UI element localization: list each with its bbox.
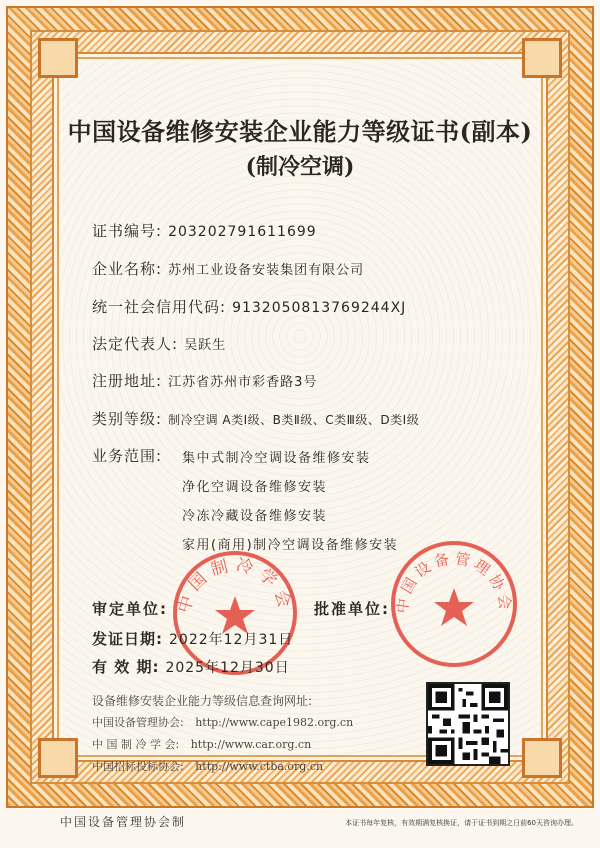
site-name: 中国招标投标协会:: [92, 760, 184, 773]
query-site: [92, 714, 353, 730]
site-url[interactable]: http://www.cape1982.org.cn: [195, 716, 354, 729]
validity-note: 本证书每年复核，有效期满复核换证，请于证书到期之日前60天咨询办理。: [345, 819, 578, 827]
issuer-label: 中国设备管理协会制: [60, 815, 187, 829]
field-row: [92, 370, 317, 391]
date-row: [92, 628, 293, 649]
scope-item: 冷冻冷藏设备维修安装: [182, 509, 328, 524]
scope-item: 家用(商用)制冷空调设备维修安装: [182, 538, 399, 553]
scope-row: [92, 445, 162, 466]
field-row: [92, 296, 406, 317]
certificate-subtitle: (制冷空调): [245, 154, 355, 180]
field-label: 企业名称:: [92, 260, 163, 278]
qr-code-icon[interactable]: [426, 682, 510, 766]
query-heading: 设备维修安装企业能力等级信息查询网址:: [92, 694, 313, 708]
field-value: 江苏省苏州市彩香路3号: [168, 375, 318, 390]
field-label: 法定代表人:: [92, 335, 179, 353]
date-value: 2025年12月30日: [165, 660, 290, 676]
seal-text: 中国设备管理协会: [393, 549, 515, 615]
scope-item: 集中式制冷空调设备维修安装: [182, 451, 371, 466]
field-value: 9132050813769244XJ: [232, 300, 407, 316]
certificate-title: 中国设备维修安装企业能力等级证书(副本): [67, 117, 533, 146]
corner-ornament: [522, 738, 562, 778]
query-site: [92, 758, 323, 774]
corner-ornament: [38, 38, 78, 78]
date-label: 有 效 期:: [92, 658, 160, 676]
field-row: [92, 408, 419, 429]
date-row: [92, 656, 290, 677]
field-row: [92, 220, 317, 241]
review-unit-label: 审定单位:: [92, 600, 168, 618]
corner-ornament: [522, 38, 562, 78]
scope-label: 业务范围:: [92, 447, 163, 465]
field-value: 苏州工业设备安装集团有限公司: [168, 263, 365, 278]
corner-ornament: [38, 738, 78, 778]
field-label: 证书编号:: [92, 222, 163, 240]
field-value: 制冷空调 A类Ⅰ级、B类Ⅱ级、C类Ⅲ级、D类Ⅰ级: [168, 413, 420, 427]
scope-item: 净化空调设备维修安装: [182, 480, 328, 495]
site-name: 中 国 制 冷 学 会:: [92, 738, 180, 751]
seal-text: 中国制冷学会: [174, 555, 296, 616]
field-value: 吴跃生: [184, 338, 227, 353]
field-label: 类别等级:: [92, 410, 163, 428]
date-value: 2022年12月31日: [169, 632, 294, 648]
field-row: [92, 333, 226, 354]
approve-unit-label: 批准单位:: [314, 600, 390, 618]
field-row: [92, 258, 364, 279]
site-name: 中国设备管理协会:: [92, 716, 184, 729]
field-value: 203202791611699: [168, 224, 317, 240]
date-label: 发证日期:: [92, 630, 163, 648]
site-url[interactable]: http://www.car.org.cn: [190, 738, 312, 751]
field-label: 统一社会信用代码:: [92, 298, 227, 316]
query-site: [92, 736, 311, 752]
seal-stamp: [388, 538, 520, 670]
field-label: 注册地址:: [92, 372, 163, 390]
site-url[interactable]: http://www.ctba.org.cn: [195, 760, 324, 773]
